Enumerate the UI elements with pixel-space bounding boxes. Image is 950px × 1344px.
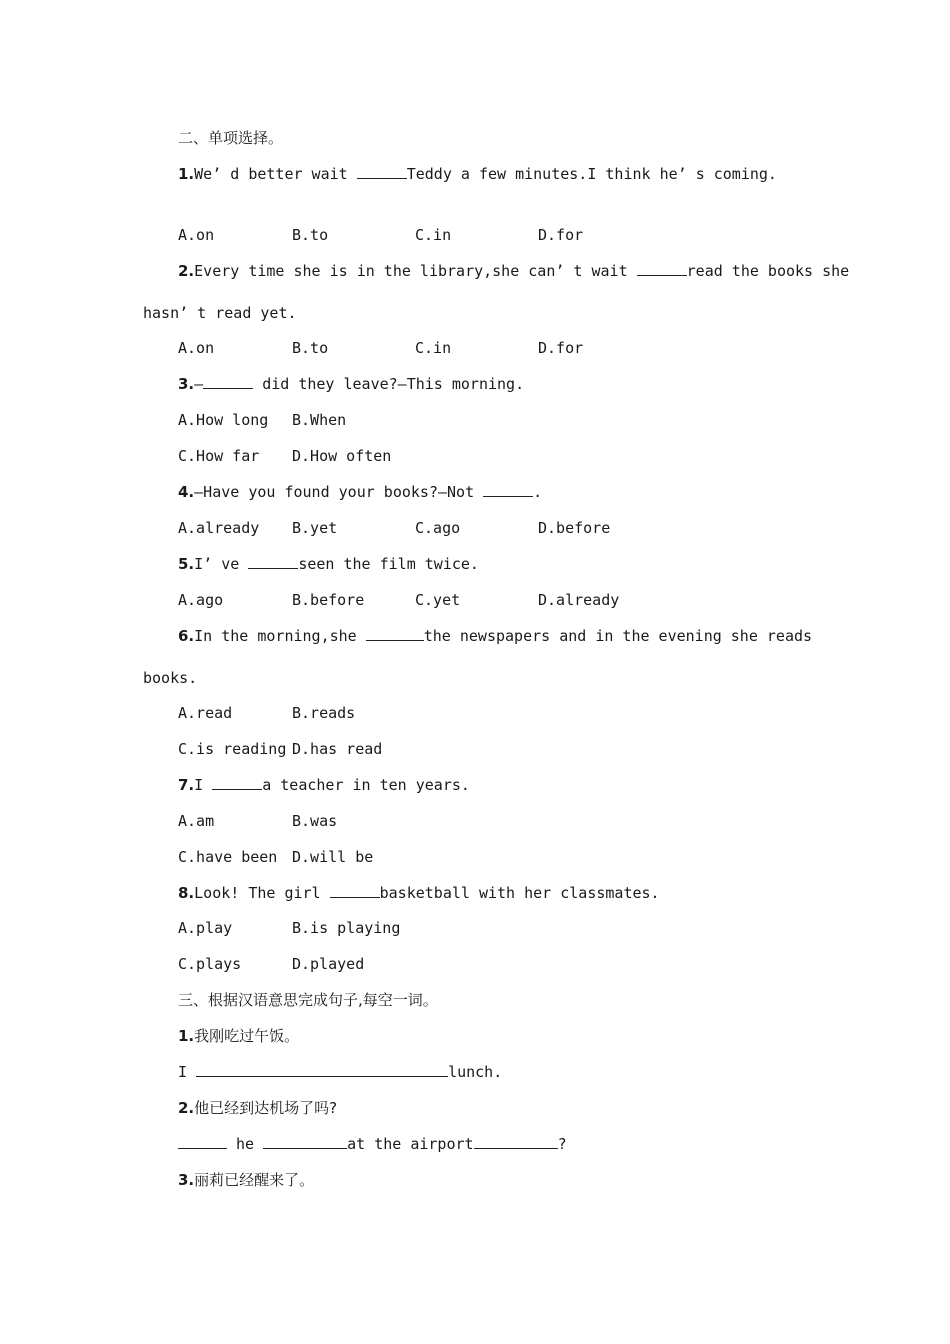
option[interactable]: D.already — [538, 591, 620, 609]
question-number: 5. — [178, 555, 195, 573]
option[interactable]: A.am — [178, 812, 215, 830]
answer-blank[interactable] — [196, 1062, 448, 1077]
question-text: In the morning,she — [194, 627, 366, 645]
option[interactable]: C.is reading — [178, 740, 287, 758]
answer-blank[interactable] — [248, 554, 298, 569]
answer-text: lunch. — [448, 1063, 503, 1081]
option[interactable]: A.on — [178, 339, 215, 357]
option[interactable]: D.played — [292, 955, 365, 973]
question-text: Every time she is in the library,she can’ t wait — [194, 262, 637, 280]
option[interactable]: C.have been — [178, 848, 278, 866]
question-text: did they leave?—This morning. — [253, 375, 525, 393]
question-text: — — [194, 375, 204, 393]
answer-text: I — [178, 1063, 197, 1081]
option[interactable]: A.ago — [178, 591, 224, 609]
question-number: 4. — [178, 483, 195, 501]
question-5 — [178, 554, 479, 574]
item-number: 2. — [178, 1099, 195, 1117]
question-text: seen the film twice. — [298, 555, 479, 573]
answer-text: ? — [557, 1135, 567, 1153]
option[interactable]: B.reads — [292, 704, 356, 722]
section-3-heading: 三、根据汉语意思完成句子,每空一词。 — [178, 991, 438, 1009]
question-1 — [178, 164, 777, 184]
question-6-continuation: books. — [143, 669, 198, 687]
chinese-sentence: 我刚吃过午饭。 — [194, 1027, 300, 1045]
translation-item-3 — [178, 1170, 314, 1190]
option[interactable]: A.already — [178, 519, 260, 537]
answer-blank[interactable] — [203, 374, 253, 389]
answer-blank[interactable] — [212, 775, 262, 790]
question-4 — [178, 482, 542, 502]
option[interactable]: C.in — [415, 339, 452, 357]
answer-blank[interactable] — [366, 626, 424, 641]
question-text: I’ ve — [194, 555, 249, 573]
answer-blank[interactable] — [357, 164, 407, 179]
question-text: a teacher in ten years. — [262, 776, 470, 794]
translation-item-1 — [178, 1026, 299, 1046]
section-2-heading: 二、单项选择。 — [178, 129, 284, 147]
option[interactable]: C.How far — [178, 447, 260, 465]
question-3 — [178, 374, 524, 394]
option[interactable]: C.yet — [415, 591, 461, 609]
option[interactable]: D.will be — [292, 848, 374, 866]
option[interactable]: A.How long — [178, 411, 269, 429]
question-2-continuation: hasn’ t read yet. — [143, 304, 297, 322]
answer-blank[interactable] — [263, 1134, 347, 1149]
translation-item-2 — [178, 1098, 337, 1118]
question-number: 3. — [178, 375, 195, 393]
option[interactable]: C.ago — [415, 519, 461, 537]
option[interactable]: B.was — [292, 812, 338, 830]
translation-answer-2 — [178, 1134, 567, 1154]
translation-answer-1 — [178, 1062, 502, 1082]
option[interactable]: A.on — [178, 226, 215, 244]
question-number: 1. — [178, 165, 195, 183]
question-text: read the books she — [686, 262, 850, 280]
question-text: basketball with her classmates. — [379, 884, 660, 902]
option[interactable]: A.read — [178, 704, 233, 722]
question-text: . — [533, 483, 543, 501]
option[interactable]: C.plays — [178, 955, 242, 973]
answer-blank[interactable] — [178, 1134, 227, 1149]
option[interactable]: D.before — [538, 519, 611, 537]
chinese-sentence: 他已经到达机场了吗? — [194, 1099, 338, 1117]
option[interactable]: B.When — [292, 411, 347, 429]
question-text: We’ d better wait — [194, 165, 357, 183]
answer-blank[interactable] — [474, 1134, 558, 1149]
question-number: 2. — [178, 262, 195, 280]
answer-blank[interactable] — [330, 883, 380, 898]
question-number: 7. — [178, 776, 195, 794]
option[interactable]: A.play — [178, 919, 233, 937]
option[interactable]: B.is playing — [292, 919, 401, 937]
answer-blank[interactable] — [483, 482, 533, 497]
question-text: I — [194, 776, 213, 794]
option[interactable]: B.before — [292, 591, 365, 609]
option[interactable]: D.for — [538, 339, 584, 357]
question-2 — [178, 261, 849, 281]
answer-text: he — [227, 1135, 264, 1153]
question-number: 8. — [178, 884, 195, 902]
question-text: Look! The girl — [194, 884, 330, 902]
question-6 — [178, 626, 812, 646]
option[interactable]: D.has read — [292, 740, 383, 758]
option[interactable]: C.in — [415, 226, 452, 244]
question-text: the newspapers and in the evening she reads — [423, 627, 813, 645]
question-7 — [178, 775, 470, 795]
answer-text: at the airport — [347, 1135, 474, 1153]
option[interactable]: D.How often — [292, 447, 392, 465]
question-text: Teddy a few minutes.I think he’ s coming. — [406, 165, 777, 183]
option[interactable]: B.to — [292, 339, 329, 357]
question-8 — [178, 883, 660, 903]
item-number: 3. — [178, 1171, 195, 1189]
question-number: 6. — [178, 627, 195, 645]
option[interactable]: B.yet — [292, 519, 338, 537]
option[interactable]: D.for — [538, 226, 584, 244]
chinese-sentence: 丽莉已经醒来了。 — [194, 1171, 315, 1189]
item-number: 1. — [178, 1027, 195, 1045]
question-text: —Have you found your books?—Not — [194, 483, 484, 501]
answer-blank[interactable] — [637, 261, 687, 276]
option[interactable]: B.to — [292, 226, 329, 244]
